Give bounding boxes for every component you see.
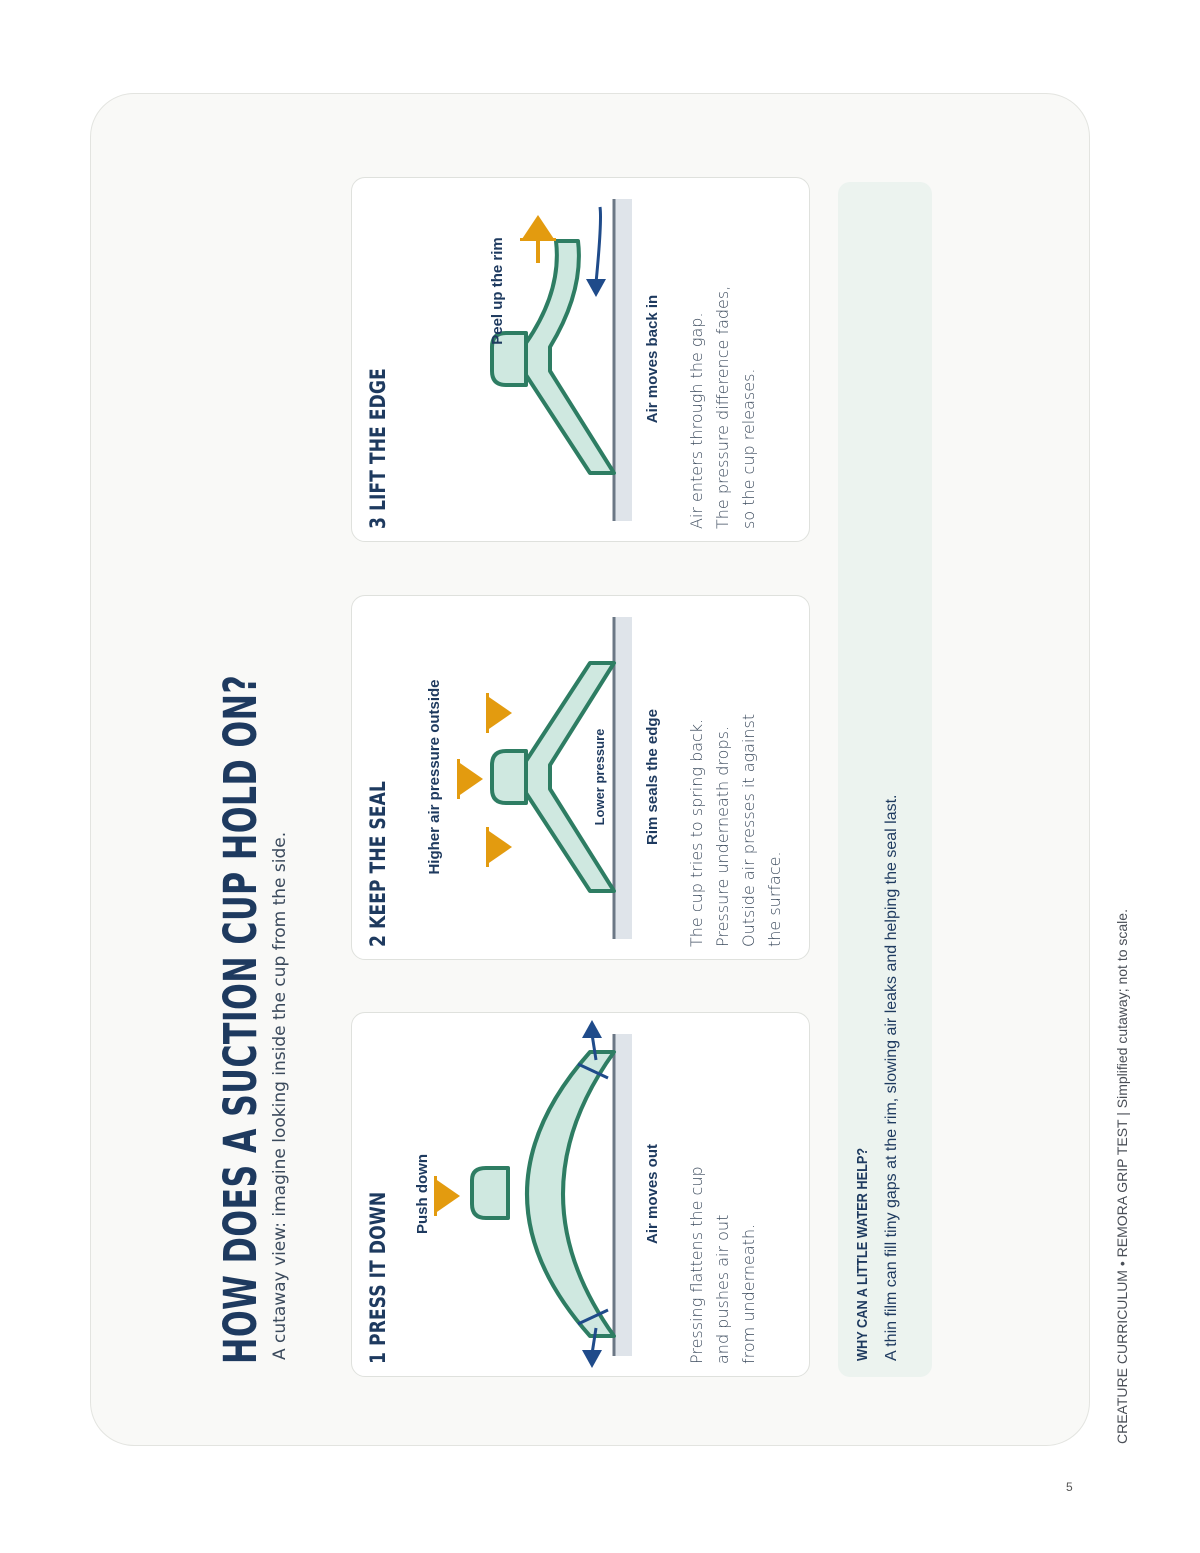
step-card-seal	[351, 595, 810, 960]
peel-label: Peel up the rim	[489, 237, 506, 345]
step-title: 2 KEEP THE SEAL	[366, 781, 390, 947]
step-card-lift	[351, 177, 810, 542]
push-arrow-icon	[434, 1178, 460, 1214]
water-tip-panel	[838, 182, 932, 1377]
air-out-label: Air moves out	[644, 1143, 661, 1245]
rim-seal-label: Rim seals the edge	[644, 709, 661, 845]
surface	[614, 1034, 632, 1356]
air-in-arrow-icon	[596, 207, 601, 283]
step-description: Air enters through the gap. The pressure difference fades, so the cup releases.	[687, 285, 758, 529]
cup-stem	[472, 1168, 508, 1218]
push-label: Push down	[414, 1154, 431, 1234]
surface	[614, 617, 632, 939]
page-footer: CREATURE CURRICULUM • REMORA GRIP TEST | Simplified cutaway; not to scale.	[1114, 909, 1130, 1444]
cup-stem	[492, 751, 526, 803]
lower-pressure-label: Lower pressure	[592, 728, 607, 826]
tip-body: A thin film can fill tiny gaps at the rim, slowing air leaks and helping the seal last.	[883, 794, 900, 1361]
pressure-arrow-right-icon	[486, 695, 512, 731]
tip-heading: WHY CAN A LITTLE WATER HELP?	[854, 1147, 871, 1361]
step-description: Pressing flattens the cup and pushes air out from underneath.	[687, 1166, 758, 1364]
page-number: 5	[1066, 1480, 1073, 1494]
page-subtitle: A cutaway view: imagine looking inside the cup from the side.	[270, 831, 290, 1360]
step-title: 1 PRESS IT DOWN	[366, 1191, 390, 1364]
air-in-label: Air moves back in	[644, 294, 661, 424]
pressure-arrow-top-icon	[457, 761, 483, 797]
lift-arrow-icon	[522, 215, 554, 239]
step-description: The cup tries to spring back. Pressure underneath drops. Outside air presses it against the surface.	[687, 713, 784, 947]
suction-cup-flattened	[527, 1052, 614, 1336]
pressure-arrow-left-icon	[486, 829, 512, 865]
suction-cup-lifted	[526, 241, 614, 473]
higher-pressure-label: Higher air pressure outside	[426, 679, 443, 875]
landscape-canvas	[90, 93, 1130, 1444]
step-card-press	[351, 1012, 810, 1377]
surface	[614, 199, 632, 521]
step-title: 3 LIFT THE EDGE	[366, 368, 390, 529]
page-title: HOW DOES A SUCTION CUP HOLD ON?	[214, 674, 267, 1364]
